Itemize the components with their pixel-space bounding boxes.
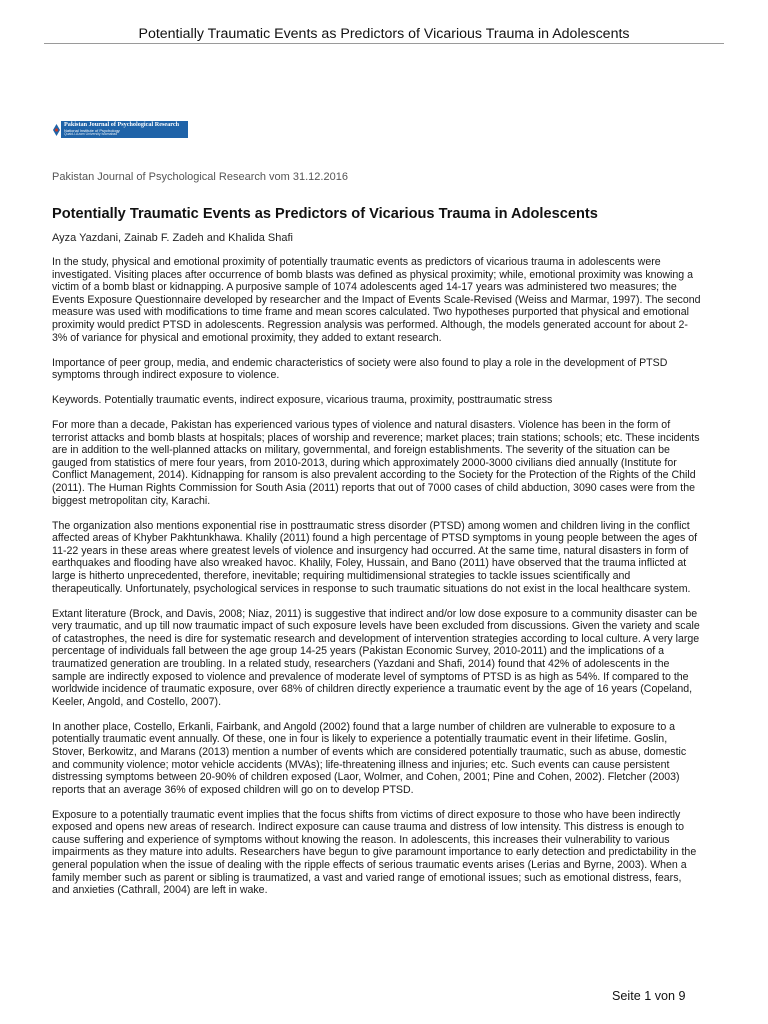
body-paragraph: The organization also mentions exponential rise in posttraumatic stress disorder (PTSD) among women and children living in the conflict affected areas of Khyber Pakhtunkhawa. Khalily (2011) found a high percentage of PTSD symptoms in young people between the ages of 11-22 years in these areas where greatest levels of violence and insurgency had occurred. At the same time, natural disasters in form of earthquakes and flooding have also wreaked havoc. Khalily, Foley, Hussain, and Bano (2011) have observed that the trauma inflicted at large is hitherto unprecedented, therefore, inevitable; requiring multidimensional strategies to tackle issues scientifically and therapeutically. Unfortunately, psychological services in response to such traumatic situations do not exist in the local healthcare system. bbox=[52, 519, 698, 595]
body-paragraph: For more than a decade, Pakistan has experienced various types of violence and natural disasters. Violence has been in the form of terrorist attacks and bomb blasts at hospitals; places of worship and reverence; market places; train stations; schools; etc. These incidents are in addition to the well-planned attacks on military, governmental, and foreign establishments. The severity of the situation can be gauged from statistics of mere four years, from 2010-2013, during which approximately 2000-3000 civilians died annually (Institute for Conflict Management, 2014). Kidnapping for ransom is also prevalent according to the Society for the Protection of the Rights of the Child (2011). The Human Rights Commission for South Asia (2011) reports that out of 7000 cases of child abduction, 3090 cases were from the biggest metropolitan city, Karachi. bbox=[52, 419, 700, 507]
logo-title: Pakistan Journal of Psychological Research bbox=[64, 121, 180, 129]
page-number: Seite 1 von 9 bbox=[612, 989, 686, 1003]
logo-subtitle: National Institute of Psychology bbox=[64, 127, 120, 133]
abstract-paragraph-2: Importance of peer group, media, and endemic characteristics of society were also found to play a role in the development of PTSD symptoms through indirect exposure to violence. bbox=[52, 356, 668, 382]
keywords-paragraph: Keywords. Potentially traumatic events, indirect exposure, vicarious trauma, proximity, posttraumatic stress bbox=[52, 394, 553, 407]
running-header: Potentially Traumatic Events as Predictors of Vicarious Trauma in Adolescents bbox=[138, 26, 630, 42]
abstract-paragraph: In the study, physical and emotional proximity of potentially traumatic events as predictors of vicarious trauma in adolescents were investigated. Visiting places after occurrence of bomb blasts was defined as physical proximity; while, emotional proximity was knowing a victim of a bomb blast or kidnapping. A purposive sample of 1074 adolescents aged 14-17 years was administered two measures; the Events Exposure Questionnaire developed by researcher and the Impact of Events Scale-Revised (Weiss and Marmar, 1997). The second measure was used with modifications to time frame and mean scores calculated. Two hypotheses purported that physical and emotional proximity would predict PTSD in adolescents. Regression analysis was performed. Although, the models generated account for about 2-3% of variance for physical and emotional proximity, they added to extant research. bbox=[52, 256, 701, 344]
logo-subtitle-2: Quaid-i-Azam University Islamabad bbox=[64, 132, 118, 136]
logo-band bbox=[61, 121, 188, 138]
body-paragraph: Exposure to a potentially traumatic event implies that the focus shifts from victims of direct exposure to those who have been indirectly exposed and opens new areas of research. Indirect exposure can cause trauma and distress of low intensity. This distress is enough to cause suffering and experience of symptoms without knowing the reason. In adolescents, this increases their vulnerability to various impairments as they mature into adults. Researchers have begun to give paramount importance to early detection and predictability in the general population when the issue of dealing with the ripple effects of serious traumatic events arises (Lerias and Byrne, 2003). When a family member such as parent or sibling is traumatized, a vast and varied range of emotional issues; such as emotional distress, fears, and anxieties (Cathrall, 2004) are left in wake. bbox=[52, 808, 697, 897]
article-authors: Ayza Yazdani, Zainab F. Zadeh and Khalida Shafi bbox=[52, 232, 293, 244]
header-divider bbox=[44, 43, 724, 44]
body-paragraph: In another place, Costello, Erkanli, Fairbank, and Angold (2002) found that a large number of children are vulnerable to exposure to a potentially traumatic event annually. Of these, one in four is likely to experience a potentially traumatic event in their lifetime. Goslin, Stover, Berkowitz, and Marans (2013) mention a number of events which are considered potentially traumatic, such as abuse, domestic and community violence; motor vehicle accidents (MVAs); life-threatening illness and injuries; etc. Such events can cause persistent distressing symptoms between 20-90% of children exposed (Laor, Wolmer, and Cohen, 2001; Pine and Cohen, 2002). Fletcher (2003) reports that an average 36% of exposed children will go on to develop PTSD. bbox=[52, 720, 687, 796]
journal-logo bbox=[51, 121, 188, 138]
article-title: Potentially Traumatic Events as Predictors of Vicarious Trauma in Adolescents bbox=[52, 206, 598, 222]
source-line: Pakistan Journal of Psychological Research vom 31.12.2016 bbox=[52, 171, 348, 183]
body-paragraph: Extant literature (Brock, and Davis, 2008; Niaz, 2011) is suggestive that indirect and/or low dose exposure to a community disaster can be very traumatic, and up till now traumatic impact of such exposure levels have been excluded from discussions. Given the variety and scale of catastrophes, the need is dire for systematic research and development of intervention strategies according to local culture. A very large percentage of individuals fall between the age group 14-25 years (Pakistan Economic Survey, 2010-2011) and the implications of a traumatized generation are troubling. In a related study, researchers (Yazdani and Shafi, 2014) found that 42% of adolescents in the sample are indirectly exposed to violence and prevalence of moderate level of symptoms of PTSD is as high as 54%. If compared to the worldwide incidence of traumatic exposure, over 68% of children directly experience a traumatic event by the age of 16 years (Copeland, Keeler, Angold, and Costello, 2007). bbox=[52, 607, 700, 708]
logo-emblem-icon bbox=[51, 121, 61, 138]
article-body bbox=[52, 256, 702, 909]
